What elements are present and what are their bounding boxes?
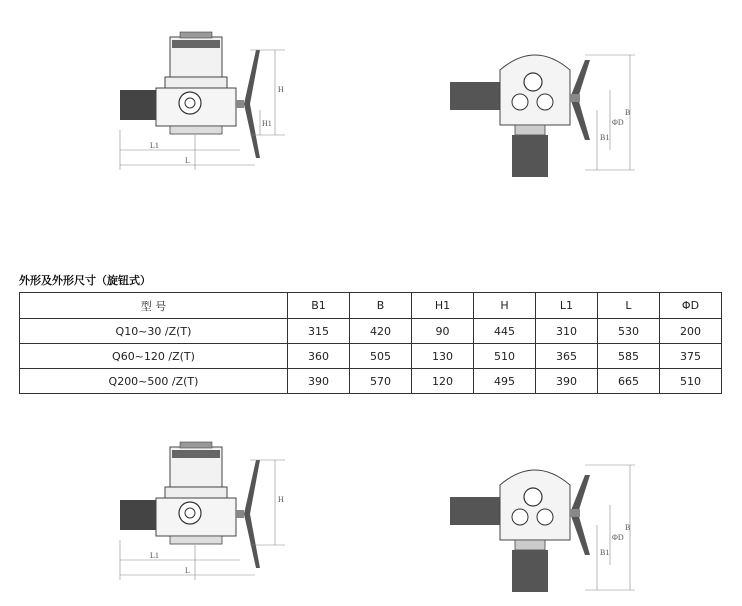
- cell-model: Q60~120 /Z(T): [20, 344, 288, 369]
- cell-model: Q10~30 /Z(T): [20, 319, 288, 344]
- header-h: H: [474, 293, 536, 319]
- side-view-drawing-bottom: [110, 440, 300, 590]
- cell-h: 510: [474, 344, 536, 369]
- header-model: 型 号: [20, 293, 288, 319]
- cell-d: 375: [660, 344, 722, 369]
- dimension-table: [19, 292, 722, 394]
- dim-label-h: H: [278, 85, 284, 94]
- cell-h1: 120: [412, 369, 474, 394]
- cell-h1: 90: [412, 319, 474, 344]
- cell-h: 445: [474, 319, 536, 344]
- cell-h1: 130: [412, 344, 474, 369]
- cell-l: 665: [598, 369, 660, 394]
- cell-h: 495: [474, 369, 536, 394]
- dim-label-h1: H1: [262, 119, 272, 128]
- dim-label-d: ΦD: [612, 118, 624, 127]
- cell-b1: 315: [288, 319, 350, 344]
- header-l1: L1: [536, 293, 598, 319]
- header-l: L: [598, 293, 660, 319]
- dim-label-b: B: [625, 108, 631, 117]
- dim-label-b: B: [625, 523, 631, 532]
- dim-label-b1: B1: [600, 548, 610, 557]
- table-row: [20, 369, 722, 394]
- dim-label-b1: B1: [600, 133, 610, 142]
- header-b: B: [350, 293, 412, 319]
- cell-l1: 365: [536, 344, 598, 369]
- dim-label-l: L: [185, 156, 190, 165]
- cell-model: Q200~500 /Z(T): [20, 369, 288, 394]
- dim-label-l1: L1: [150, 141, 159, 150]
- cell-b: 420: [350, 319, 412, 344]
- dim-label-l1: L1: [150, 551, 159, 560]
- cell-d: 200: [660, 319, 722, 344]
- section-title: 外形及外形尺寸（旋钮式）: [19, 274, 151, 287]
- table-row: [20, 319, 722, 344]
- table-header-row: [20, 293, 722, 319]
- cell-l: 585: [598, 344, 660, 369]
- side-view-drawing-top: [110, 30, 300, 180]
- header-b1: B1: [288, 293, 350, 319]
- table-row: [20, 344, 722, 369]
- header-d: ΦD: [660, 293, 722, 319]
- cell-b1: 360: [288, 344, 350, 369]
- cell-l1: 390: [536, 369, 598, 394]
- cell-b: 505: [350, 344, 412, 369]
- cell-b1: 390: [288, 369, 350, 394]
- front-view-drawing-bottom: [440, 445, 640, 595]
- dim-label-l: L: [185, 566, 190, 575]
- dim-label-h: H: [278, 495, 284, 504]
- cell-d: 510: [660, 369, 722, 394]
- dim-label-d: ΦD: [612, 533, 624, 542]
- front-view-drawing-top: [440, 30, 640, 180]
- header-h1: H1: [412, 293, 474, 319]
- cell-l: 530: [598, 319, 660, 344]
- cell-b: 570: [350, 369, 412, 394]
- cell-l1: 310: [536, 319, 598, 344]
